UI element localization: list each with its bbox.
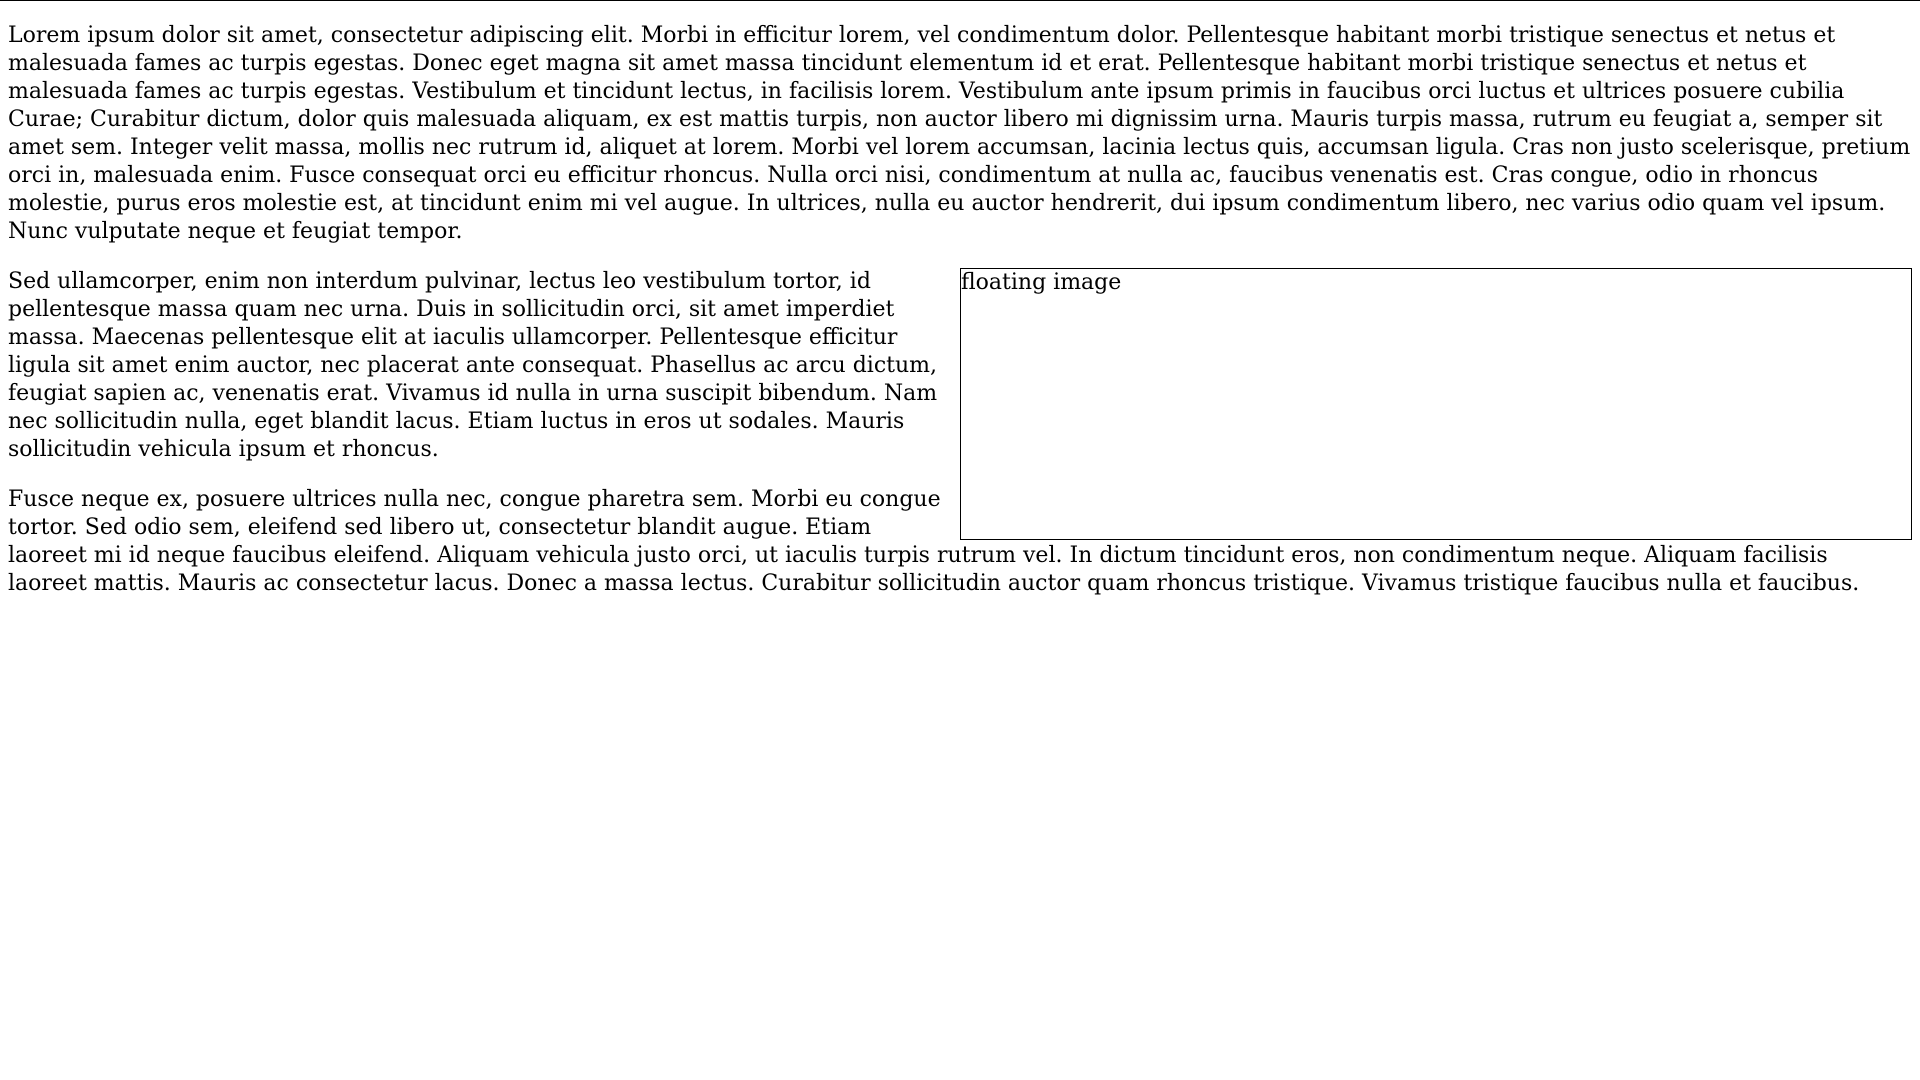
paragraph-1: Lorem ipsum dolor sit amet, consectetur adipiscing elit. Morbi in efficitur lorem, vel condimentum dolor. Pellentesque habitant morbi tristique senectus et netus et malesuada fames ac turpis egestas. Donec eget magna sit amet massa tincidunt elementum id et erat. Pellentesque habitant morbi tristique senectus et netus et malesuada fames ac turpis egestas. Vestibulum et tincidunt lectus, in facilisis lorem. Vestibulum ante ipsum primis in faucibus orci luctus et ultrices posuere cubilia Curae; Curabitur dictum, dolor quis malesuada aliquam, ex est mattis turpis, non auctor libero mi dignissim urna. Mauris turpis massa, rutrum eu feugiat a, semper sit amet sem. Integer velit massa, mollis nec rutrum id, aliquet at lorem. Morbi vel lorem accumsan, lacinia lectus quis, accumsan ligula. Cras non justo scelerisque, pretium orci in, malesuada enim. Fusce consequat orci eu efficitur rhoncus. Nulla orci nisi, condimentum at nulla ac, faucibus venenatis est. Cras congue, odio in rhoncus molestie, purus eros molestie est, at tincidunt enim mi vel augue. In ultrices, nulla eu auctor hendrerit, dui ipsum condimentum libero, nec varius odio quam vel ipsum. Nunc vulputate neque et feugiat tempor. (8, 23, 1911, 244)
paragraph-2: Sed ullamcorper, enim non interdum pulvinar, lectus leo vestibulum tortor, id pellentesque massa quam nec urna. Duis in sollicitudin orci, sit amet imperdiet massa. Maecenas pellentesque elit at iaculis ullamcorper. Pellentesque efficitur ligula sit amet enim auctor, nec placerat ante consequat. Phasellus ac arcu dictum, feugiat sapien ac, venenatis erat. Vivamus id nulla in urna suscipit bibendum. Nam nec sollicitudin nulla, eget blandit lacus. Etiam luctus in eros ut sodales. Mauris sollicitudin vehicula ipsum et rhoncus. (8, 269, 938, 462)
top-border-rule (0, 0, 1920, 1)
paragraph-3: Fusce neque ex, posuere ultrices nulla nec, congue pharetra sem. Morbi eu congue tortor. Sed odio sem, eleifend sed libero ut, consectetur blandit augue. Etiam laoreet mi id neque faucibus eleifend. Aliquam vehicula justo orci, ut iaculis turpis rutrum vel. In dictum tincidunt eros, non condimentum neque. Aliquam facilisis laoreet mattis. Mauris ac consectetur lacus. Donec a massa lectus. Curabitur sollicitudin auctor quam rhoncus tristique. Vivamus tristique faucibus nulla et faucibus. (8, 487, 1860, 596)
floating-image-box (960, 268, 1912, 540)
floating-image-label: floating image (961, 270, 1122, 295)
document-body (8, 22, 1912, 620)
